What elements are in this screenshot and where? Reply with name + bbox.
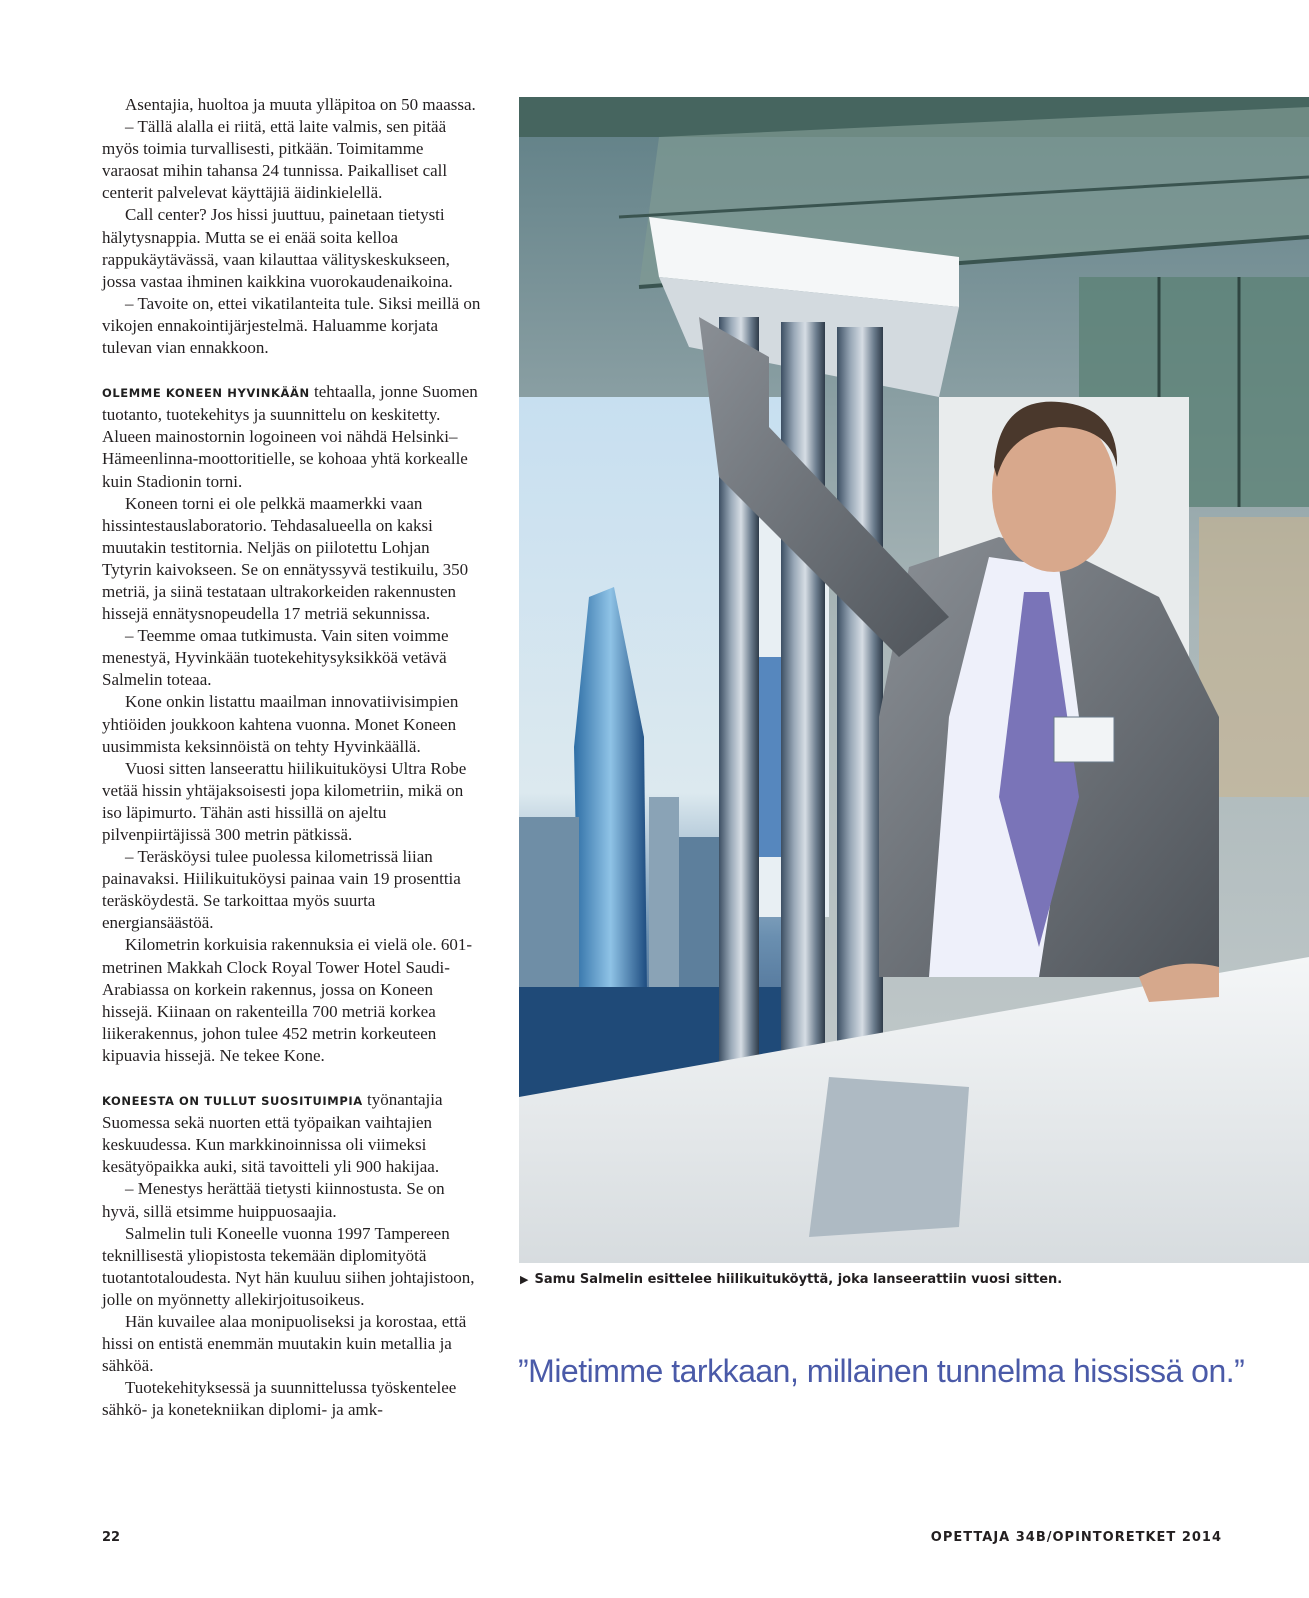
article-paragraph: Hän kuvailee alaa monipuoliseksi ja korostaa, että hissi on entistä enemmän muutakin kuin metallia ja sähköä. [102,1311,467,1376]
article-paragraph: – Tavoite on, ettei vikatilanteita tule. Siksi meillä on vikojen ennakointijärjestelmä. Haluamme korjata tulevan vian ennakkoon. [102,293,481,358]
article-photo [519,97,1309,1263]
magazine-name: OPETTAJA 34B/OPINTORETKET 2014 [930,1530,1222,1545]
article-body-column [102,94,482,1421]
article-paragraph: Vuosi sitten lanseerattu hiilikuituköysi Ultra Robe vetää hissin yhtäjaksoisesti jopa kilometriin, mikä on iso läpimurto. Tähän asti hissillä on ajeltu pilvenpiirtäjissä 300 metrin pätkissä. [102,758,467,844]
article-paragraph: Kone onkin listattu maailman innovatiivisimpien yhtiöiden joukkoon kahtena vuonna. Monet Koneen uusimmista keksinnöistä on tehty Hyvinkäällä. [102,692,459,756]
photo-illustration [519,97,1309,1263]
photo-caption [520,1272,1300,1287]
article-paragraph: – Teemme omaa tutkimusta. Vain siten voimme menestyä, Hyvinkään tuotekehitysyksikköä vetävä Salmelin toteaa. [102,626,449,690]
caption-text: Samu Salmelin esittelee hiilikuituköyttä, joka lanseerattiin vuosi sitten. [534,1272,1063,1287]
article-paragraph: Koneen torni ei ole pelkkä maamerkki vaan hissintestauslaboratorio. Tehdasalueella on kaksi muutakin testitornia. Neljäs on piilotettu Lohjan Tytyrin kaivokseen. Se on ennätyssyvä testikuilu, 350 metriä, ja siinä testataan ultrakorkeiden rakennusten hissejä ennätysnopeudella 17 metriä sekunnissa. [102,493,469,624]
article-paragraph: – Tällä alalla ei riitä, että laite valmis, sen pitää myös toimia turvallisesti, pitkään. Toimitamme varaosat mihin tahansa 24 tunnissa. Paikalliset call centerit palvelevat käyttäjiä äidinkielellä. [102,117,448,203]
pull-quote: ”Mietimme tarkkaan, millainen tunnelma hississä on.” [518,1353,1245,1389]
article-paragraph: – Menestys herättää tietysti kiinnostusta. Se on hyvä, sillä etsimme huippuosaajia. [102,1179,445,1221]
caption-marker-icon: ▶ [520,1273,529,1286]
section-lead-in: OLEMME KONEEN HYVINKÄÄN [102,386,310,401]
article-paragraph: – Teräsköysi tulee puolessa kilometrissä liian painavaksi. Hiilikuituköysi painaa vain 19 prosenttia teräsköydestä. Se tarkoittaa myös suurta energiansäästöä. [102,847,461,933]
article-text: työnantajia Suomessa sekä nuorten että työpaikan vaihtajien keskuudessa. Kun markkinoinnissa oli viimeksi kesätyöpaikka auki, sitä tavoitteli yli 900 hakijaa. [102,1090,443,1177]
article-section-paragraph [102,381,482,492]
article-paragraph: Tuotekehityksessä ja suunnittelussa työskentelee sähkö- ja konetekniikan diplomi- ja amk- [102,1378,457,1420]
article-paragraph: Kilometrin korkuisia rakennuksia ei vielä ole. 601-metrinen Makkah Clock Royal Tower Hotel Saudi-Arabiassa on korkein rakennus, jossa on Koneen hissejä. Kiinaan on rakenteilla 700 metriä korkea liikerakennus, johon tulee 452 metrin korkeuteen kipuavia hissejä. Ne tekee Kone. [102,935,472,1065]
page-number: 22 [102,1530,121,1545]
article-paragraph: Asentajia, huoltoa ja muuta ylläpitoa on 50 maassa. [125,95,476,114]
section-lead-in: KONEESTA ON TULLUT SUOSITUIMPIA [102,1094,363,1109]
article-paragraph: Salmelin tuli Koneelle vuonna 1997 Tampereen teknillisestä yliopistosta tekemään diplomityötä tuotantotaloudesta. Nyt hän kuuluu siihen johtajistoon, jolle on myönnetty allekirjoitusoikeus. [102,1223,475,1309]
article-paragraph: Call center? Jos hissi juuttuu, painetaan tietysti hälytysnappia. Mutta se ei enää soita kelloa rappukäytävässä, vaan kilauttaa välityskeskukseen, jossa vastaa ihminen kaikkina vuorokaudenaikoina. [102,205,453,291]
article-text: tehtaalla, jonne Suomen tuotanto, tuotekehitys ja suunnittelu on keskitetty. Alueen mainostornin logoineen voi nähdä Helsinki–Hämeenlinna-moottoritielle, se kohoaa yhtä korkealle kuin Stadionin torni. [102,382,478,491]
article-section-paragraph [102,1089,482,1178]
